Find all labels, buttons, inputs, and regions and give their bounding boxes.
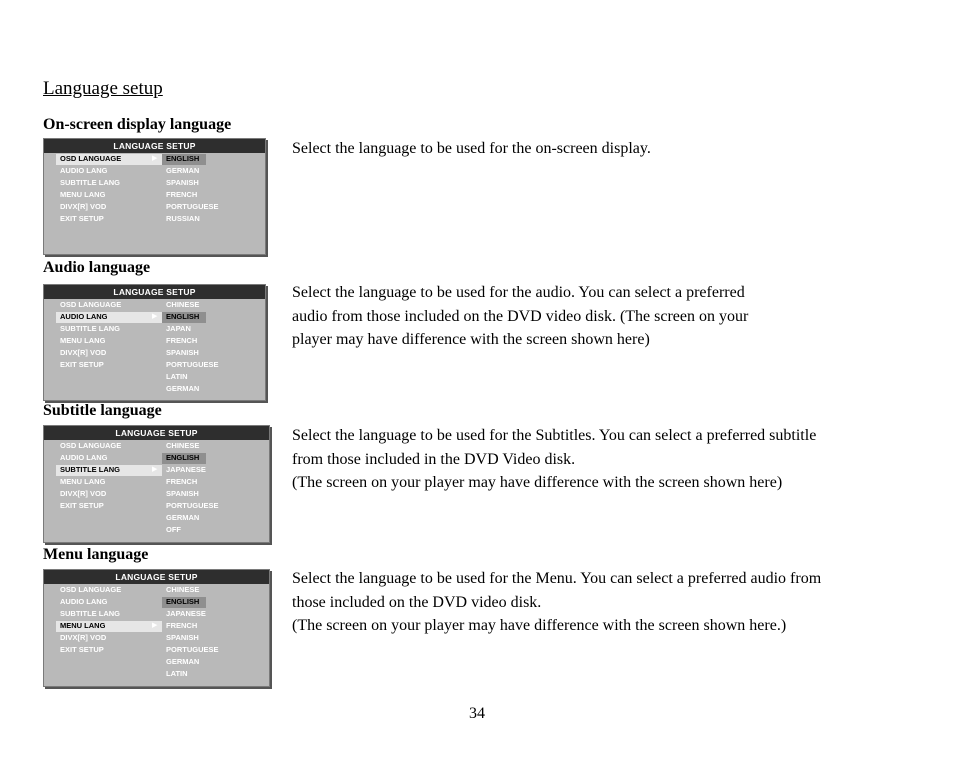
section-heading-subtitle-language: Subtitle language [43,402,162,419]
osd-title-bar: LANGUAGE SETUP [44,285,265,299]
osd-option-item: FRENCH [166,336,198,345]
osd-menu-item: DIVX[R] VOD [60,633,107,642]
osd-option-item: SPANISH [166,348,199,357]
arrow-right-icon: ▶ [152,466,158,473]
osd-option-item: GERMAN [166,384,200,393]
osd-option-item: GERMAN [166,513,200,522]
section-heading-menu-language: Menu language [43,546,149,563]
osd-menu-item: OSD LANGUAGE [60,300,122,309]
osd-menu-item: EXIT SETUP [60,645,104,654]
osd-menu-screen [43,284,266,401]
osd-menu-item: SUBTITLE LANG [60,609,120,618]
description-line: Select the language to be used for the Menu. You can select a preferred audio from [292,570,822,587]
osd-menu-item: EXIT SETUP [60,214,104,223]
osd-option-item: FRENCH [166,477,198,486]
section-heading-osd-language: On-screen display language [43,116,232,133]
page-title: Language setup [43,78,163,99]
section-heading-audio-language: Audio language [43,259,151,276]
osd-menu-item: DIVX[R] VOD [60,348,107,357]
osd-option-item: GERMAN [166,657,200,666]
description-line: those included on the DVD video disk. [292,593,542,611]
osd-option-item: CHINESE [166,441,200,450]
osd-option-item: RUSSIAN [166,214,200,223]
osd-option-item: JAPAN [166,324,191,333]
description-line: audio from those included on the DVD video disk. (The screen on your [292,307,749,325]
arrow-right-icon: ▶ [152,313,158,320]
osd-menu-item: DIVX[R] VOD [60,489,107,498]
osd-option-item: ENGLISH [166,312,200,321]
osd-menu-item: OSD LANGUAGE [60,441,122,450]
osd-menu-item: SUBTITLE LANG [60,178,120,187]
osd-option-item: PORTUGUESE [166,645,219,654]
osd-menu-item: AUDIO LANG [60,597,108,606]
osd-option-item: PORTUGUESE [166,501,219,510]
osd-menu-item: DIVX[R] VOD [60,202,107,211]
osd-option-item: CHINESE [166,300,200,309]
osd-option-item: PORTUGUESE [166,360,219,369]
osd-option-item: SPANISH [166,633,199,642]
osd-title-bar: LANGUAGE SETUP [44,570,269,584]
osd-option-item: ENGLISH [166,154,200,163]
osd-menu-item: MENU LANG [60,336,106,345]
osd-menu-screen [43,425,270,543]
osd-option-item: CHINESE [166,585,200,594]
osd-menu-item: MENU LANG [60,477,106,486]
description-line: player may have difference with the screen shown here) [292,331,650,348]
osd-option-item: GERMAN [166,166,200,175]
osd-menu-item: MENU LANG [60,190,106,199]
osd-menu-item: OSD LANGUAGE [60,154,122,163]
osd-option-item: ENGLISH [166,453,200,462]
description-line: Select the language to be used for the Subtitles. You can select a preferred subtitle [292,427,817,444]
osd-option-item: FRENCH [166,621,198,630]
osd-option-item: JAPANESE [166,465,206,474]
osd-option-item: SPANISH [166,178,199,187]
section-description [292,281,748,352]
osd-option-item: PORTUGUESE [166,202,219,211]
osd-menu-item: OSD LANGUAGE [60,585,122,594]
description-line: from those included in the DVD Video disk. [292,450,576,468]
osd-title-bar: LANGUAGE SETUP [44,426,269,440]
description-line: Select the language to be used for the audio. You can select a preferred [292,284,745,301]
osd-option-item: LATIN [166,372,188,381]
osd-menu-item: AUDIO LANG [60,166,108,175]
osd-menu-item: AUDIO LANG [60,312,108,321]
section-description [292,567,821,638]
page-number: 34 [469,705,485,722]
arrow-right-icon: ▶ [152,155,158,162]
osd-menu-screen [43,138,266,255]
osd-title-bar: LANGUAGE SETUP [44,139,265,153]
osd-option-item: ENGLISH [166,597,200,606]
description-line: (The screen on your player may have difference with the screen shown here) [292,474,783,491]
description-line: (The screen on your player may have difference with the screen shown here.) [292,617,787,634]
osd-menu-item: EXIT SETUP [60,360,104,369]
arrow-right-icon: ▶ [152,622,158,629]
osd-menu-item: EXIT SETUP [60,501,104,510]
section-description [292,424,816,495]
osd-option-item: OFF [166,525,181,534]
osd-menu-screen [43,569,270,687]
osd-menu-item: MENU LANG [60,621,106,630]
osd-option-item: SPANISH [166,489,199,498]
osd-option-item: LATIN [166,669,188,678]
section-description [292,137,651,161]
osd-menu-item: AUDIO LANG [60,453,108,462]
description-line: Select the language to be used for the on-screen display. [292,140,651,157]
osd-option-item: FRENCH [166,190,198,199]
osd-menu-item: SUBTITLE LANG [60,465,120,474]
osd-menu-item: SUBTITLE LANG [60,324,120,333]
osd-option-item: JAPANESE [166,609,206,618]
